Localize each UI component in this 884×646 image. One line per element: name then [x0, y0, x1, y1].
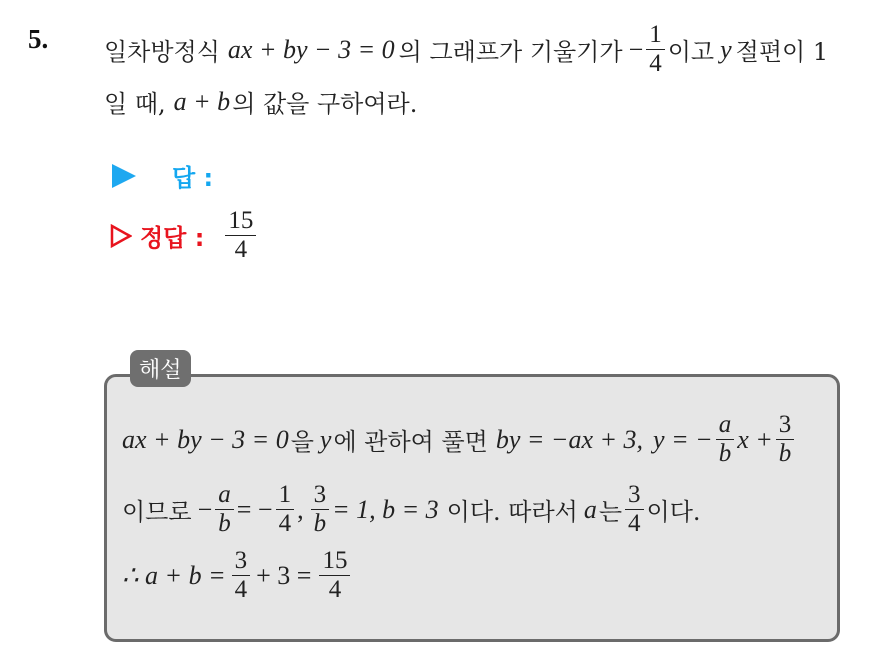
fraction-denominator: b: [218, 510, 231, 538]
correct-answer-label: 정답 :: [140, 224, 205, 253]
problem-text: 의 값을 구하여라.: [232, 90, 418, 118]
fraction-numerator: 3: [232, 548, 251, 576]
solution-equation: y = −: [653, 424, 713, 454]
solution-equation: x +: [737, 424, 773, 454]
answer-label: 답 :: [172, 164, 214, 192]
fraction-numerator: 3: [311, 482, 330, 510]
problem-equation: ax + by − 3 = 0: [227, 34, 395, 64]
fraction-numerator: 3: [776, 412, 795, 440]
fraction-denominator: 4: [628, 510, 641, 538]
solution-text: 이다. 따라서: [446, 498, 578, 527]
slope-sign: −: [628, 34, 644, 64]
fraction-numerator: 15: [225, 208, 256, 236]
solution-text: 는: [598, 498, 623, 527]
fraction-denominator: 4: [234, 236, 248, 264]
comma: ,: [297, 494, 304, 524]
fraction-numerator: 3: [625, 482, 644, 510]
fraction-denominator: 4: [649, 50, 662, 78]
equals-minus: = −: [236, 494, 273, 524]
solution-tag: 해설: [130, 350, 191, 387]
solution-equation: ax + by − 3 = 0: [122, 424, 289, 454]
correct-answer-row: [110, 208, 259, 264]
solution-equation: ∴ a + b =: [122, 560, 226, 590]
solution-text: 이다.: [646, 498, 701, 527]
solution-equation: = 1, b = 3: [332, 494, 439, 524]
a-variable: a: [583, 494, 597, 524]
fraction-1-over-4: [276, 482, 295, 538]
solution-line-1: [122, 412, 797, 468]
play-triangle-icon: [112, 164, 136, 188]
sum-expression: a + b: [173, 86, 231, 116]
fraction-denominator: 4: [234, 576, 248, 604]
problem-number: 5.: [28, 24, 49, 54]
outline-triangle-icon: [110, 224, 132, 248]
solution-text: 이므로: [122, 498, 192, 527]
problem-text: 절편이 1: [735, 38, 829, 67]
fraction-numerator: a: [716, 412, 735, 440]
solution-equation: by = −ax + 3,: [495, 424, 644, 454]
fraction-denominator: b: [313, 510, 327, 538]
solution-text: 에 관하여 풀면: [333, 428, 488, 457]
fraction-denominator: b: [778, 440, 792, 468]
fraction-numerator: 15: [319, 548, 350, 576]
fraction-numerator: 1: [276, 482, 295, 510]
problem-text: 의 그래프가 기울기가: [398, 38, 623, 67]
y-variable: y: [720, 34, 732, 64]
fraction-numerator: a: [215, 482, 234, 510]
solution-text: 을: [290, 428, 314, 457]
y-variable: y: [319, 424, 332, 454]
answer-row: [112, 158, 213, 193]
fraction-15-over-4: [319, 548, 350, 604]
fraction-a-over-b: [215, 482, 234, 538]
problem-text: 일 때,: [104, 90, 166, 118]
problem-text: 일차방정식: [104, 38, 220, 67]
slope-fraction: [646, 22, 665, 78]
fraction-a-over-b: [716, 412, 735, 468]
correct-answer-fraction: [225, 208, 256, 264]
problem-line-1: [104, 22, 828, 78]
problem-line-2: [104, 84, 417, 119]
fraction-numerator: 1: [646, 22, 665, 50]
fraction-denominator: b: [718, 440, 732, 468]
solution-equation: + 3 =: [256, 560, 312, 590]
fraction-denominator: 4: [328, 576, 342, 604]
fraction-3-over-4: [625, 482, 644, 538]
solution-line-3: [122, 548, 353, 604]
fraction-3-over-b: [776, 412, 795, 468]
problem-text: 이고: [667, 38, 715, 67]
solution-line-2: [122, 482, 701, 538]
minus-sign: −: [197, 494, 213, 524]
fraction-3-over-4: [232, 548, 251, 604]
fraction-3-over-b: [311, 482, 330, 538]
fraction-denominator: 4: [278, 510, 292, 538]
